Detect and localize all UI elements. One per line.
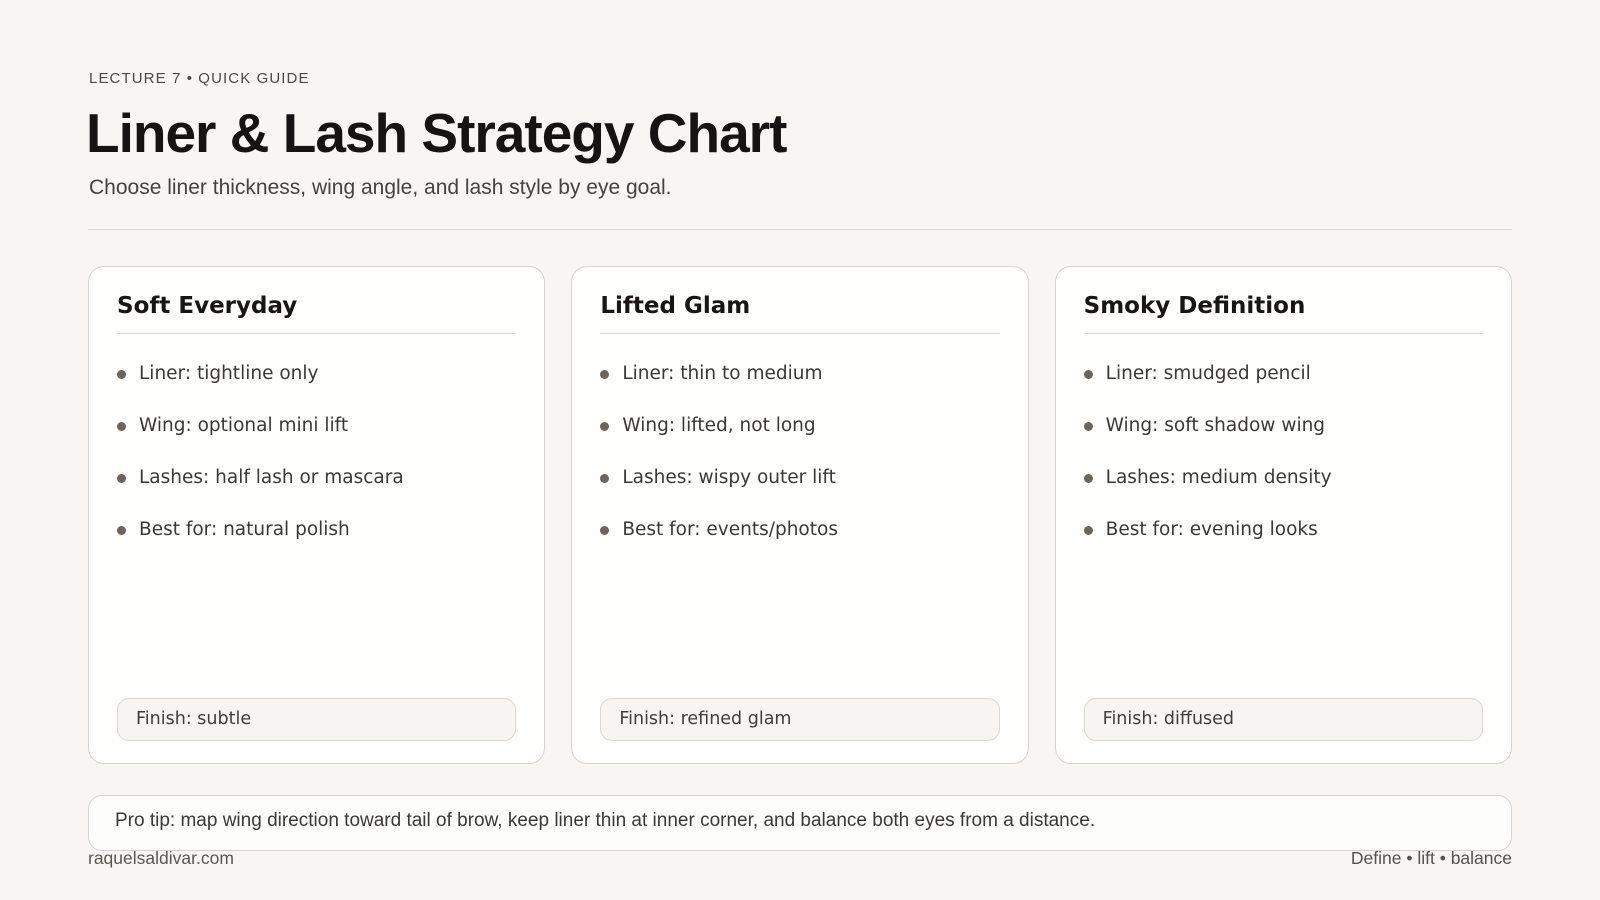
bullet-text: Best for: natural polish bbox=[139, 519, 350, 540]
bullet-dot-icon bbox=[600, 370, 609, 379]
bullet-dot-icon bbox=[600, 474, 609, 483]
bullet-text: Lashes: wispy outer lift bbox=[622, 467, 836, 488]
bullet-item bbox=[600, 362, 999, 386]
page-subtitle: Choose liner thickness, wing angle, and lash style by eye goal. bbox=[89, 176, 672, 199]
strategy-cards-row bbox=[88, 266, 1512, 764]
bullet-item bbox=[1084, 466, 1483, 490]
bullet-item bbox=[117, 466, 516, 490]
footer-tagline: Define • lift • balance bbox=[1350, 848, 1512, 868]
bullet-text: Lashes: half lash or mascara bbox=[139, 467, 404, 488]
bullet-dot-icon bbox=[1084, 474, 1093, 483]
finish-badge: Finish: refined glam bbox=[600, 698, 999, 741]
header-divider bbox=[88, 229, 1512, 230]
pro-tip-text: Pro tip: map wing direction toward tail of brow, keep liner thin at inner corner, and balance both eyes from a distance. bbox=[115, 810, 1096, 831]
bullet-text: Liner: smudged pencil bbox=[1105, 363, 1311, 384]
bullet-dot-icon bbox=[1084, 422, 1093, 431]
bullet-item bbox=[600, 414, 999, 438]
lecture-eyebrow: LECTURE 7 • QUICK GUIDE bbox=[89, 70, 310, 87]
card-smoky-definition bbox=[1055, 266, 1512, 764]
card-lifted-glam bbox=[571, 266, 1028, 764]
bullet-item bbox=[1084, 362, 1483, 386]
pro-tip-box bbox=[88, 795, 1512, 851]
bullet-text: Lashes: medium density bbox=[1105, 467, 1332, 488]
card-title: Lifted Glam bbox=[600, 293, 999, 334]
bullet-text: Wing: optional mini lift bbox=[139, 415, 349, 436]
bullet-text: Wing: soft shadow wing bbox=[1105, 415, 1326, 436]
bullet-list bbox=[117, 362, 516, 542]
bullet-text: Best for: evening looks bbox=[1105, 519, 1318, 540]
bullet-list bbox=[600, 362, 999, 542]
bullet-item bbox=[600, 466, 999, 490]
bullet-text: Liner: tightline only bbox=[139, 363, 319, 384]
bullet-item bbox=[1084, 414, 1483, 438]
bullet-dot-icon bbox=[1084, 370, 1093, 379]
bullet-item bbox=[117, 518, 516, 542]
bullet-list bbox=[1084, 362, 1483, 542]
bullet-text: Best for: events/photos bbox=[622, 519, 838, 540]
bullet-text: Liner: thin to medium bbox=[622, 363, 823, 384]
bullet-dot-icon bbox=[600, 526, 609, 535]
bullet-text: Wing: lifted, not long bbox=[622, 415, 816, 436]
bullet-item bbox=[117, 362, 516, 386]
finish-badge: Finish: subtle bbox=[117, 698, 516, 741]
bullet-dot-icon bbox=[117, 370, 126, 379]
bullet-dot-icon bbox=[1084, 526, 1093, 535]
bullet-dot-icon bbox=[600, 422, 609, 431]
bullet-dot-icon bbox=[117, 422, 126, 431]
card-title: Smoky Definition bbox=[1084, 293, 1483, 334]
finish-badge: Finish: diffused bbox=[1084, 698, 1483, 741]
bullet-dot-icon bbox=[117, 526, 126, 535]
bullet-dot-icon bbox=[117, 474, 126, 483]
bullet-item bbox=[600, 518, 999, 542]
footer-site-url: raquelsaldivar.com bbox=[88, 848, 234, 868]
card-title: Soft Everyday bbox=[117, 293, 516, 334]
page-title: Liner & Lash Strategy Chart bbox=[86, 102, 787, 164]
card-soft-everyday bbox=[88, 266, 545, 764]
bullet-item bbox=[1084, 518, 1483, 542]
bullet-item bbox=[117, 414, 516, 438]
